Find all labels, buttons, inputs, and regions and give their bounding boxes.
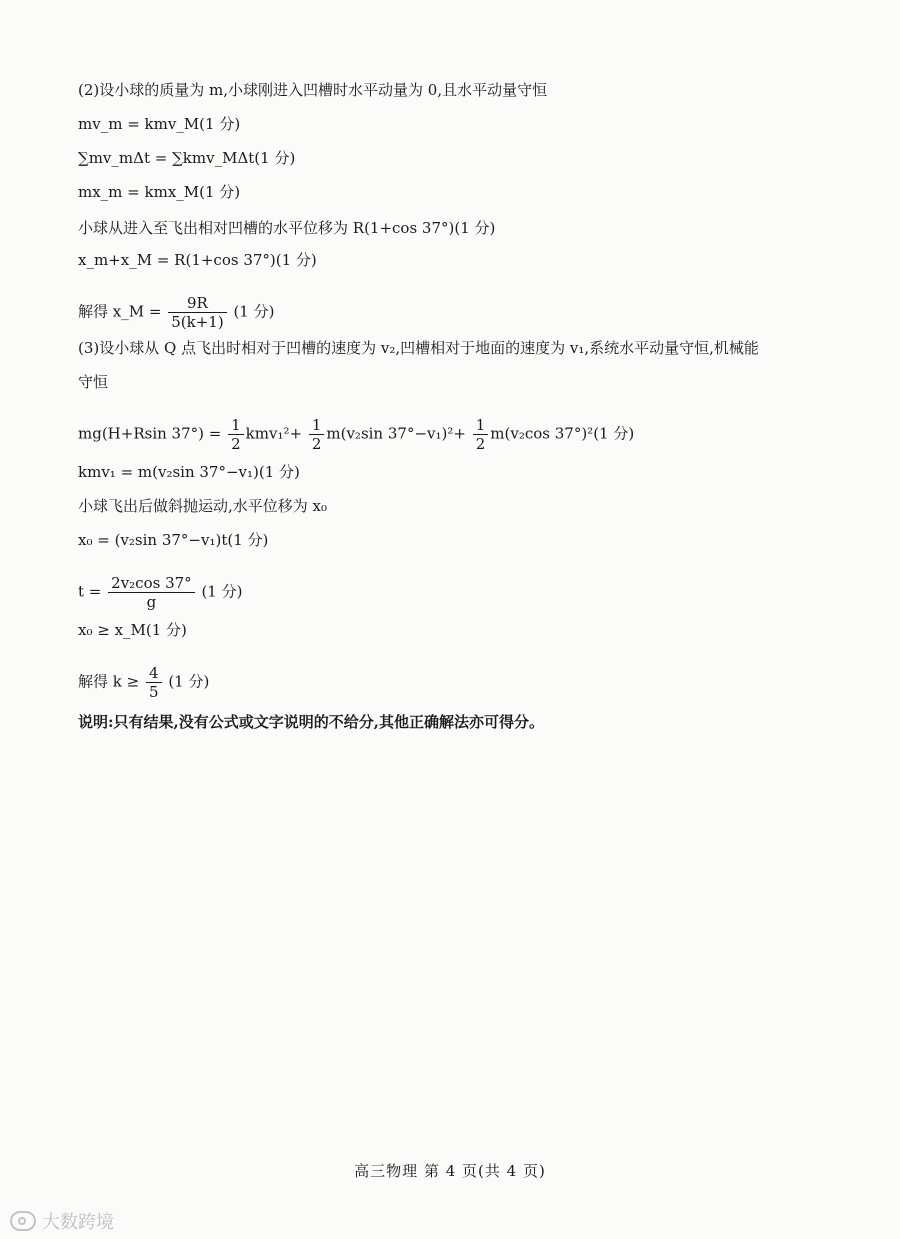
watermark: [10, 1208, 114, 1234]
fraction-half-3: [473, 416, 489, 453]
fraction-denominator: 2: [475, 435, 486, 453]
equation-momentum: mv_m = kmv_M(1 分): [78, 115, 241, 133]
energy-lhs: mg(H+Rsin 37°) =: [78, 424, 222, 443]
result-k: [78, 664, 209, 701]
fraction-denominator: 5(k+1): [171, 313, 224, 331]
fraction-numerator: 1: [473, 416, 489, 435]
part3-intro-cont: 守恒: [78, 373, 109, 391]
fraction-half-2: [309, 416, 325, 453]
equation-displacement-sum: x_m+x_M = R(1+cos 37°)(1 分): [78, 251, 317, 269]
time-prefix: t =: [78, 582, 102, 601]
energy-term-3: m(v₂cos 37°)²(1 分): [490, 424, 635, 443]
equation-time: [78, 574, 242, 611]
inequality-x0: x₀ ≥ x_M(1 分): [78, 621, 187, 639]
fraction-numerator: 9R: [168, 294, 226, 313]
energy-term-2: m(v₂sin 37°−v₁)²+: [326, 424, 466, 443]
relative-displacement-text: 小球从进入至飞出相对凹槽的水平位移为 R(1+cos 37°)(1 分): [78, 219, 496, 237]
result-xm-prefix: 解得 x_M =: [78, 302, 162, 321]
projectile-text: 小球飞出后做斜抛运动,水平位移为 x₀: [78, 497, 328, 515]
equation-x0: x₀ = (v₂sin 37°−v₁)t(1 分): [78, 531, 269, 549]
energy-term-1: kmv₁²+: [245, 424, 303, 443]
fraction-half-1: [228, 416, 244, 453]
equation-energy: [78, 416, 634, 453]
equation-momentum-sum: ∑mv_mΔt = ∑kmv_MΔt(1 分): [78, 149, 296, 167]
fraction-denominator: g: [146, 593, 157, 611]
fraction-xm: [168, 294, 226, 331]
fraction-numerator: 1: [228, 416, 244, 435]
fraction-denominator: 5: [148, 683, 159, 701]
fraction-numerator: 2v₂cos 37°: [108, 574, 195, 593]
result-xm: [78, 294, 274, 331]
fraction-denominator: 2: [311, 435, 322, 453]
watermark-logo-icon: [10, 1211, 36, 1231]
fraction-numerator: 1: [309, 416, 325, 435]
fraction-k: [146, 664, 162, 701]
part2-intro: (2)设小球的质量为 m,小球刚进入凹槽时水平动量为 0,且水平动量守恒: [78, 81, 548, 99]
result-k-suffix: (1 分): [168, 672, 210, 691]
watermark-text: 大数跨境: [42, 1212, 114, 1233]
result-k-prefix: 解得 k ≥: [78, 672, 140, 691]
fraction-time: [108, 574, 195, 611]
time-suffix: (1 分): [201, 582, 243, 601]
equation-displacement: mx_m = kmx_M(1 分): [78, 183, 241, 201]
grading-note: 说明:只有结果,没有公式或文字说明的不给分,其他正确解法亦可得分。: [78, 713, 544, 731]
result-xm-suffix: (1 分): [233, 302, 275, 321]
fraction-denominator: 2: [231, 435, 241, 453]
fraction-numerator: 4: [146, 664, 162, 683]
page-footer: 高三物理 第 4 页(共 4 页): [354, 1162, 546, 1180]
equation-momentum-exit: kmv₁ = m(v₂sin 37°−v₁)(1 分): [78, 463, 300, 481]
part3-intro: (3)设小球从 Q 点飞出时相对于凹槽的速度为 v₂,凹槽相对于地面的速度为 v₁,系统水平动量守恒,机械能: [78, 339, 759, 357]
